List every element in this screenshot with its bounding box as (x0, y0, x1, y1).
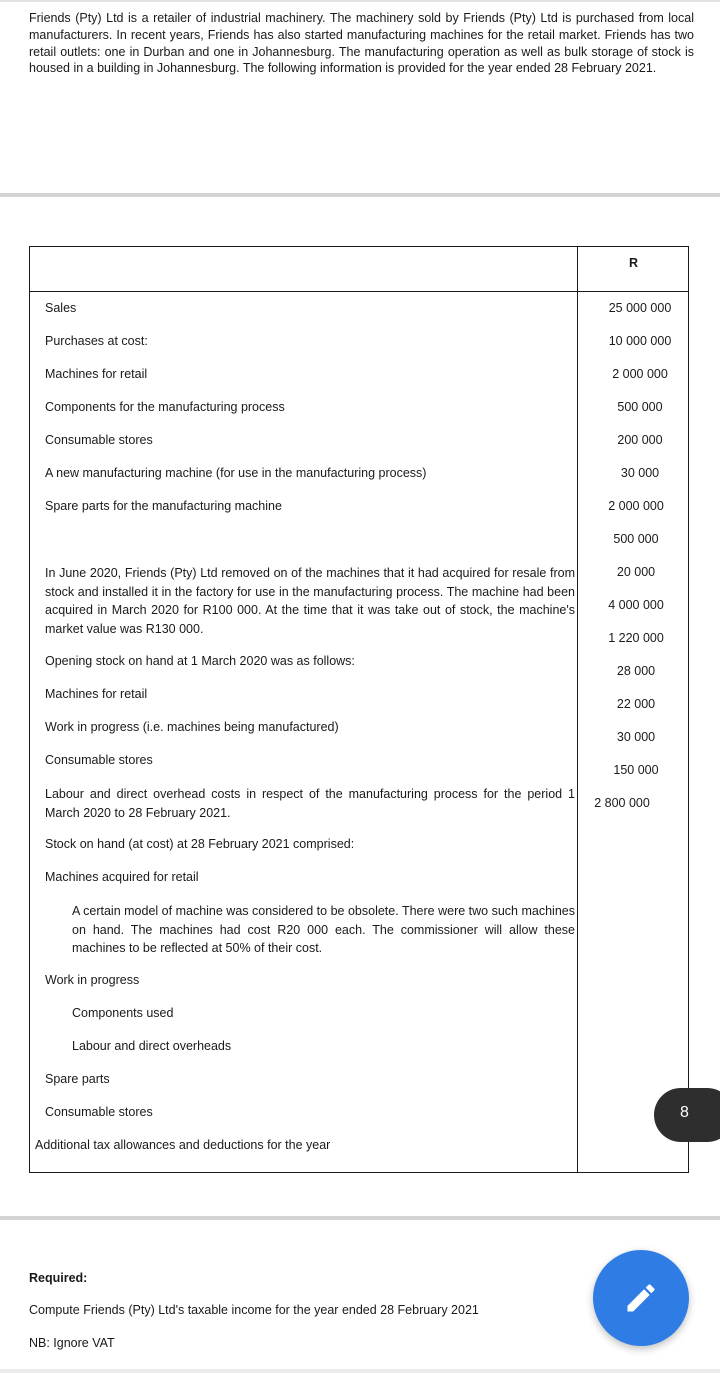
amount-column-header: R (628, 256, 639, 270)
section-divider (0, 1216, 720, 1220)
amount-cell: 2 000 000 (608, 499, 664, 513)
table-row: In June 2020, Friends (Pty) Ltd removed on of the machines that it had acquired for resale from stock and installed it in the factory for use in the manufacturing process. The machine had been acquired in March 2020 for R100 000. At the time that it was take out of stock, the machine's market value was R130 000. (45, 566, 575, 636)
amount-cell: 2 800 000 (594, 796, 650, 810)
top-divider (0, 0, 720, 2)
table-row: Consumable stores (45, 753, 153, 767)
amount-cell: 30 000 (620, 466, 660, 480)
section-divider (0, 193, 720, 197)
pencil-icon (623, 1280, 659, 1316)
amount-cell: 500 000 (617, 400, 663, 414)
required-heading: Required: (29, 1271, 88, 1285)
amount-cell: 4 000 000 (608, 598, 664, 612)
amount-cell: 500 000 (613, 532, 659, 546)
table-row: Spare parts for the manufacturing machine (45, 499, 282, 513)
amount-cell: 1 220 000 (608, 631, 664, 645)
page-number: 8 (680, 1104, 689, 1121)
table-row: Consumable stores (45, 433, 153, 447)
table-row: Labour and direct overheads (72, 1039, 232, 1053)
table-row: Spare parts (45, 1072, 110, 1086)
table-row: Machines for retail (45, 367, 148, 381)
required-task: Compute Friends (Pty) Ltd's taxable income for the year ended 28 February 2021 (29, 1303, 479, 1317)
table-row: Work in progress (45, 973, 140, 987)
column-divider (577, 247, 578, 1172)
amount-cell: 20 000 (616, 565, 656, 579)
page-indicator[interactable] (654, 1088, 720, 1142)
table-row: Consumable stores (45, 1105, 153, 1119)
table-row: Stock on hand (at cost) at 28 February 2021 comprised: (45, 837, 355, 851)
bottom-divider (0, 1369, 720, 1373)
required-note: NB: Ignore VAT (29, 1336, 115, 1350)
table-row: Labour and direct overhead costs in respect of the manufacturing process for the period 1 March 2020 to 28 February 2021. (45, 787, 575, 820)
amount-cell: 200 000 (617, 433, 663, 447)
table-row: Machines acquired for retail (45, 870, 199, 884)
table-row: Components used (72, 1006, 174, 1020)
table-row: Sales (45, 301, 77, 315)
table-row: Work in progress (i.e. machines being manufactured) (45, 720, 339, 734)
edit-button[interactable] (593, 1250, 689, 1346)
table-row: A certain model of machine was considered to be obsolete. There were two such machines on hand. The machines had cost R20 000 each. The commissioner will allow these machines to be reflected at 50% of their cost. (72, 904, 575, 955)
table-row: Purchases at cost: (45, 334, 148, 348)
table-row: Machines for retail (45, 687, 148, 701)
data-table (29, 246, 689, 1173)
amount-cell: 28 000 (616, 664, 656, 678)
table-row: Opening stock on hand at 1 March 2020 was as follows: (45, 654, 355, 668)
amount-cell: 10 000 000 (608, 334, 672, 348)
amount-cell: 25 000 000 (608, 301, 672, 315)
table-row: Components for the manufacturing process (45, 400, 285, 414)
amount-cell: 2 000 000 (612, 367, 668, 381)
intro-paragraph: Friends (Pty) Ltd is a retailer of industrial machinery. The machinery sold by Friends (Pty) Ltd is purchased from local manufacturers. In recent years, Friends has also started manufacturing machines for the retail market. Friends has two retail outlets: one in Durban and one in Johannesburg. The manufacturing operation as well as bulk storage of stock is housed in a building in Johannesburg. The following information is provided for the year ended 28 February 2021. (29, 11, 694, 76)
header-divider (30, 291, 688, 292)
amount-cell: 22 000 (616, 697, 656, 711)
amount-cell: 150 000 (613, 763, 659, 777)
amount-cell: 30 000 (616, 730, 656, 744)
table-row: A new manufacturing machine (for use in the manufacturing process) (45, 466, 427, 480)
table-row: Additional tax allowances and deductions for the year (35, 1138, 331, 1152)
